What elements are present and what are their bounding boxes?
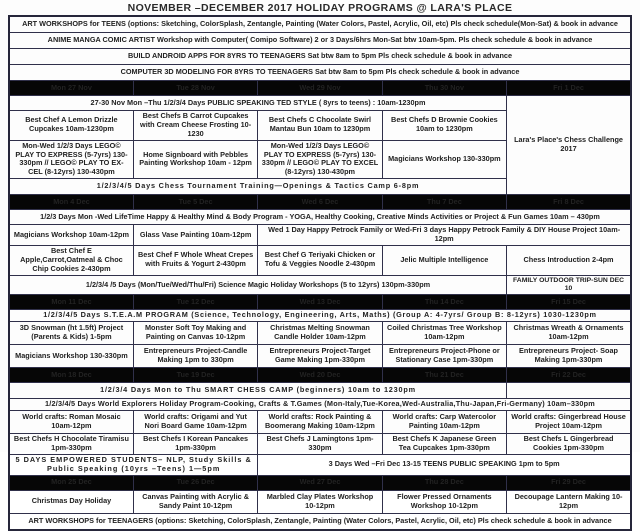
- event-public-speaking-ted: 27-30 Nov Mon –Thu 1/2/3/4 Days PUBLIC SPEAKING TED STYLE ( 8yrs to teens) : 10am-1230pm: [9, 96, 507, 111]
- event-best-chef-e: Best Chef E Apple,Carrot,Oatmeal & Choc Chip Cookies 2-430pm: [9, 246, 133, 276]
- day-header-mon-11-dec: Mon 11 Dec: [9, 295, 133, 310]
- event-coiled-christmas-tree: Coiled Christmas Tree Workshop 10am-12pm: [382, 322, 506, 345]
- event-3d-snowman-project: 3D Snowman (ht 1.5ft) Project (Parents & Kids) 1-5pm: [9, 322, 133, 345]
- week3-header-row: [9, 295, 631, 310]
- day-header-tue-19-dec: Tue 19 Dec: [133, 368, 257, 383]
- day-header-fri-1-dec: Fri 1 Dec: [507, 81, 631, 96]
- event-smart-chess-camp: 1/2/3/4 Days Mon to Thu SMART CHESS CAMP (beginners) 10am to 1230pm: [9, 383, 507, 399]
- event-magicians-workshop-dec11: Magicians Workshop 130-330pm: [9, 345, 133, 368]
- week1-header-row: [9, 81, 631, 96]
- event-home-signboard-pebbles: Home Signboard with Pebbles Painting Workshop 10am - 12pm: [133, 140, 257, 179]
- event-monster-soft-toy: Monster Soft Toy Making and Painting on Canvas 10-12pm: [133, 322, 257, 345]
- event-melting-snowman-candle: Christmas Melting Snowman Candle Holder 10am-12pm: [258, 322, 382, 345]
- event-chess-tournament-training: 1/2/3/4/5 Days Chess Tournament Training—Openings & Tactics Camp 6-8pm: [9, 179, 507, 195]
- day-header-mon-4-dec: Mon 4 Dec: [9, 195, 133, 210]
- week4-header-row: [9, 368, 631, 383]
- event-family-outdoor-trip: FAMILY OUTDOOR TRIP-SUN DEC 10: [507, 275, 631, 295]
- event-world-explorers-program: 1/2/3/4/5 Days World Explorers Holiday Program-Cooking, Crafts & T.Games (Mon-Italy,Tue-Korea,Wed-Australia,Thu-Japan,Fri-Germany) 10am–330pm: [9, 399, 631, 411]
- day-header-fri-8-dec: Fri 8 Dec: [507, 195, 631, 210]
- banner-art-workshops-teenagers: ART WORKSHOPS for TEENAGERS (options: Sketching, ColorSplash, Zentangle, Painting (Water Colors, Pastel, Acrylic, Oil, etc) Pls check schedule & book in advance: [9, 513, 631, 530]
- day-header-thu-30-nov: Thu 30 Nov: [382, 81, 506, 96]
- event-best-chefs-h: Best Chefs H Chocolate Tiramisu 1pm-330pm: [9, 434, 133, 455]
- event-marbled-clay-plates: Marbled Clay Plates Workshop 10-12pm: [258, 490, 382, 513]
- event-best-chefs-l: Best Chefs L Gingerbread Cookies 1pm-330pm: [507, 434, 631, 455]
- banner-art-workshops-teens: ART WORKSHOPS for TEENS (options: Sketching, ColorSplash, Zentangle, Painting (Water Colors, Pastel, Acrylic, Oil, etc) Pls check schedule(Mon-Sat) & book in advance: [9, 16, 631, 33]
- day-header-wed-29-nov: Wed 29 Nov: [258, 81, 382, 96]
- event-steam-program: 1/2/3/4/5 Days S.T.E.A.M PROGRAM (Science, Technology, Engineering, Arts, Maths) (Group A: 4-7yrs/ Group B: 8-12yrs) 1030-1230pm: [9, 310, 631, 322]
- event-crafts-origami-yut-nori: World crafts: Origami and Yut Nori Board Game 10am-12pm: [133, 411, 257, 434]
- day-header-fri-29-dec: Fri 29 Dec: [507, 475, 631, 490]
- week4-crafts-row: [9, 411, 631, 434]
- event-lifetime-mind-body: 1/2/3 Days Mon -Wed LifeTime Happy & Healthy Mind & Body Program - YOGA, Healthy Cooking, Creative Minds Activities or Project & Fun Games 10am – 430pm: [9, 210, 631, 225]
- banner-android-apps: BUILD ANDROID APPS FOR 8YRS TO TEENAGERS Sat btw 8am to 5pm Pls check schedule & book in advance: [9, 49, 631, 65]
- event-best-chefs-b: Best Chefs B Carrot Cupcakes with Cream Cheese Frosting 10-1230: [133, 111, 257, 141]
- day-header-mon-25-dec: Mon 25 Dec: [9, 475, 133, 490]
- event-crafts-rock-painting-boomerang: World crafts: Rock Painting & Boomerang Making 10am-12pm: [258, 411, 382, 434]
- week4-chefs-row: [9, 434, 631, 455]
- event-best-chef-g: Best Chef G Teriyaki Chicken or Tofu & Veggies Noodle 2-430pm: [258, 246, 382, 276]
- event-chess-challenge: Lara's Place's Chess Challenge 2017: [507, 96, 631, 195]
- week5-events-row: [9, 490, 631, 513]
- event-decoupage-lantern: Decoupage Lantern Making 10-12pm: [507, 490, 631, 513]
- day-header-tue-26-dec: Tue 26 Dec: [133, 475, 257, 490]
- banner-anime-manga: ANIME MANGA COMIC ARTIST Workshop with Computer( Comipo Software) 2 or 3 Days/6hrs Mon-Sat btw 10am-5pm. Pls check schedule & book in advance: [9, 33, 631, 49]
- week3-afternoon-row: [9, 345, 631, 368]
- event-christmas-wreath-ornaments: Christmas Wreath & Ornaments 10am-12pm: [507, 322, 631, 345]
- event-best-chefs-j: Best Chefs J Lamingtons 1pm-330pm: [258, 434, 382, 455]
- event-flower-pressed-ornaments: Flower Pressed Ornaments Workshop 10-12pm: [382, 490, 506, 513]
- week3-morning-row: [9, 322, 631, 345]
- day-header-fri-22-dec: Fri 22 Dec: [507, 368, 631, 383]
- event-entrepreneurs-candle-making: Entrepreneurs Project-Candle Making 1pm to 330pm: [133, 345, 257, 368]
- week5-header-row: [9, 475, 631, 490]
- event-crafts-roman-mosaic: World crafts: Roman Mosaic 10am-12pm: [9, 411, 133, 434]
- event-glass-vase-painting: Glass Vase Painting 10am-12pm: [133, 225, 257, 246]
- event-magicians-workshop-nov: Magicians Workshop 130-330pm: [382, 140, 506, 179]
- week2-afternoon-row: [9, 246, 631, 276]
- day-header-wed-20-dec: Wed 20 Dec: [258, 368, 382, 383]
- event-science-magic-workshops: 1/2/3/4 /5 Days (Mon/Tue/Wed/Thu/Fri) Science Magic Holiday Workshops (5 to 12yrs) 130pm-330pm: [9, 275, 507, 295]
- day-header-tue-28-nov: Tue 28 Nov: [133, 81, 257, 96]
- week2-morning-row: [9, 225, 631, 246]
- event-best-chefs-d: Best Chefs D Brownie Cookies 10am to 1230pm: [382, 111, 506, 141]
- event-entrepreneurs-target-game: Entrepreneurs Project-Target Game Making 1pm-330pm: [258, 345, 382, 368]
- event-teens-public-speaking: 3 Days Wed –Fri Dec 13-15 TEENS PUBLIC SPEAKING 1pm to 5pm: [258, 454, 631, 475]
- day-header-thu-7-dec: Thu 7 Dec: [382, 195, 506, 210]
- event-canvas-painting-acrylic: Canvas Painting with Acrylic & Sandy Paint 10-12pm: [133, 490, 257, 513]
- holiday-schedule-table: [8, 15, 632, 531]
- event-jelic-multiple-intelligence: Jelic Multiple Intelligence: [382, 246, 506, 276]
- day-header-wed-6-dec: Wed 6 Dec: [258, 195, 382, 210]
- day-header-thu-14-dec: Thu 14 Dec: [382, 295, 506, 310]
- event-lego-play-express-excel-wed: Mon-Wed 1/2/3 Days LEGO© PLAY TO EXPRESS (5-7yrs) 130-330pm // LEGO© PLAY TO EXCEL (8-12yrs) 130-430pm: [258, 140, 382, 179]
- event-entrepreneurs-phone-case: Entrepreneurs Project-Phone or Stationary Case 1pm-330pm: [382, 345, 506, 368]
- day-header-mon-27-nov: Mon 27 Nov: [9, 81, 133, 96]
- event-best-chefs-c: Best Chefs C Chocolate Swirl Mantau Bun 10am to 1230pm: [258, 111, 382, 141]
- day-header-wed-13-dec: Wed 13 Dec: [258, 295, 382, 310]
- day-header-tue-12-dec: Tue 12 Dec: [133, 295, 257, 310]
- day-header-thu-21-dec: Thu 21 Dec: [382, 368, 506, 383]
- week2-header-row: [9, 195, 631, 210]
- event-entrepreneurs-soap-making: Entrepreneurs Project- Soap Making 1pm-330pm: [507, 345, 631, 368]
- day-header-wed-27-dec: Wed 27 Dec: [258, 475, 382, 490]
- event-christmas-day-holiday: Christmas Day Holiday: [9, 490, 133, 513]
- event-chess-introduction: Chess Introduction 2-4pm: [507, 246, 631, 276]
- day-header-mon-18-dec: Mon 18 Dec: [9, 368, 133, 383]
- page-title: NOVEMBER –DECEMBER 2017 HOLIDAY PROGRAMS @ LARA'S PLACE: [127, 2, 513, 14]
- empty-cell-fri-22: [507, 383, 631, 399]
- event-best-chef-a: Best Chef A Lemon Drizzle Cupcakes 10am-1230pm: [9, 111, 133, 141]
- day-header-fri-15-dec: Fri 15 Dec: [507, 295, 631, 310]
- banner-3d-modeling: COMPUTER 3D MODELING FOR 8YRS TO TEENAGERS Sat btw 8am to 5pm Pls check schedule & book in advance: [9, 65, 631, 81]
- event-crafts-carp-watercolor: World crafts: Carp Watercolor Painting 10am-12pm: [382, 411, 506, 434]
- event-happy-petrock-family: Wed 1 Day Happy Petrock Family or Wed-Fri 3 days Happy Petrock Family & DIY House Project 10am-12pm: [258, 225, 631, 246]
- event-empowered-students: 5 DAYS EMPOWERED STUDENTS– NLP, Study Skills & Public Speaking (10yrs –Teens) 1—5pm: [9, 454, 258, 475]
- event-best-chef-f: Best Chef F Whole Wheat Crepes with Fruits & Yogurt 2-430pm: [133, 246, 257, 276]
- event-best-chefs-k: Best Chefs K Japanese Green Tea Cupcakes 1pm-330pm: [382, 434, 506, 455]
- event-crafts-gingerbread-house: World crafts: Gingerbread House Project 10am-12pm: [507, 411, 631, 434]
- day-header-tue-5-dec: Tue 5 Dec: [133, 195, 257, 210]
- event-lego-play-express-excel-mon: Mon-Wed 1/2/3 Days LEGO© PLAY TO EXPRESS (5-7yrs) 130-330pm // LEGO© PLAY TO EX-CEL (8-12yrs) 130-430pm: [9, 140, 133, 179]
- event-best-chefs-i: Best Chefs I Korean Pancakes 1pm-330pm: [133, 434, 257, 455]
- event-magicians-workshop-dec4: Magicians Workshop 10am-12pm: [9, 225, 133, 246]
- day-header-thu-28-dec: Thu 28 Dec: [382, 475, 506, 490]
